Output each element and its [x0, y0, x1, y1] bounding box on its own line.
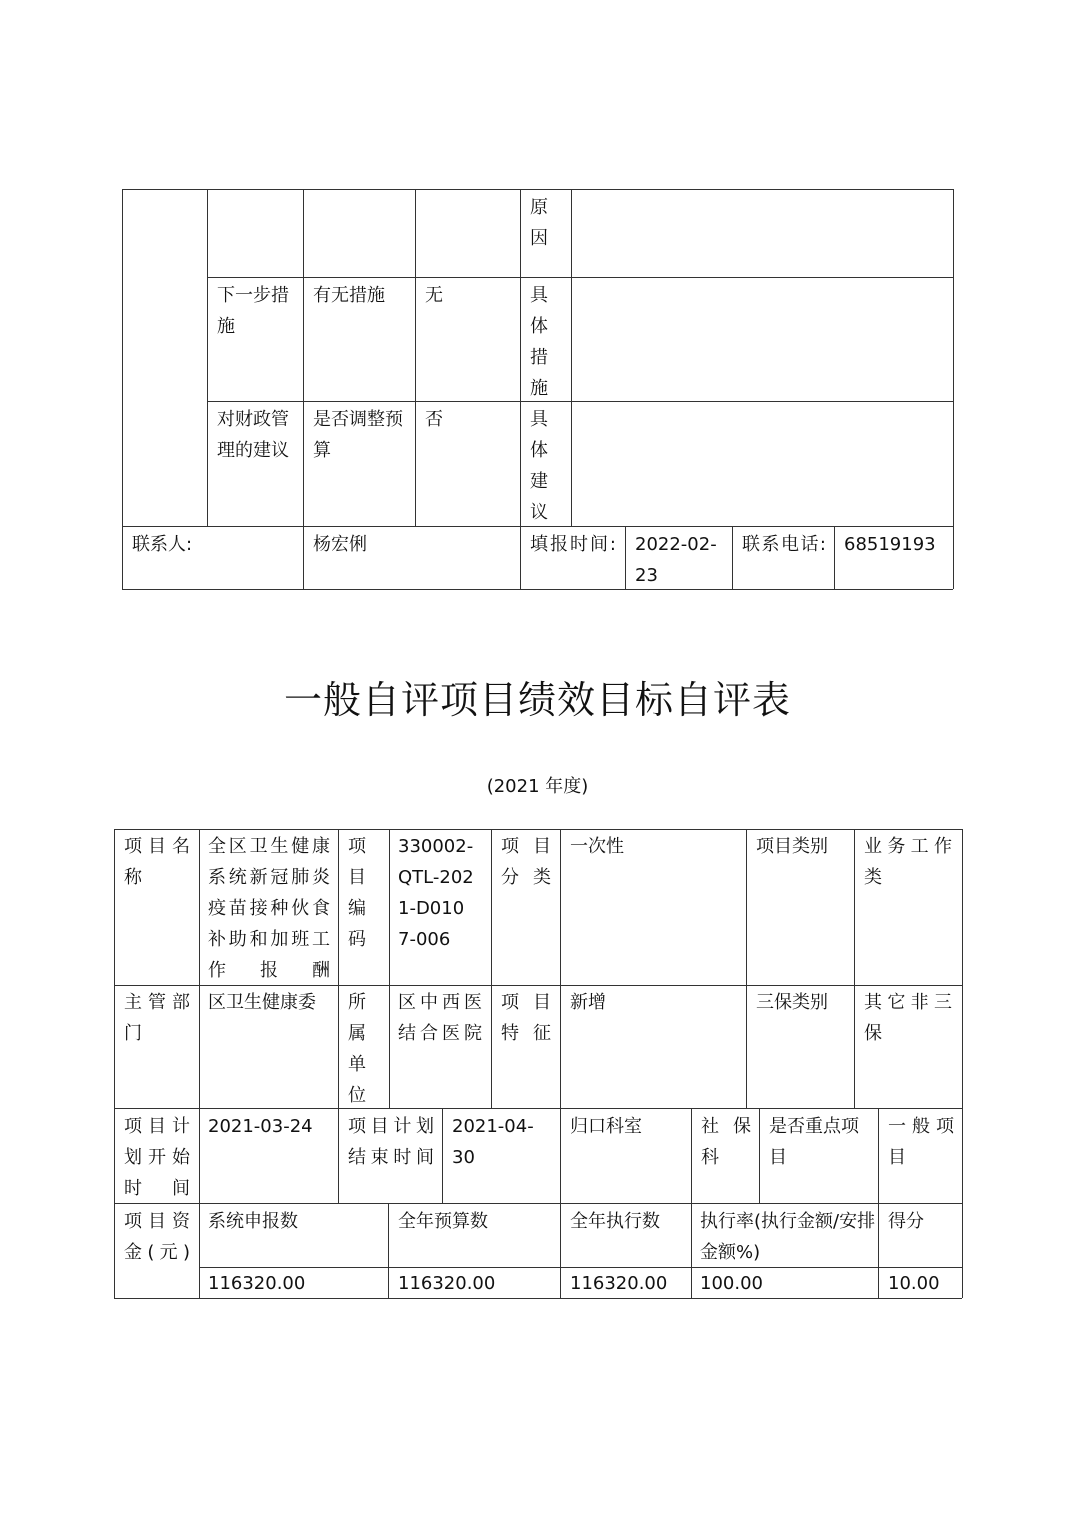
phone-label: 联系电话: — [742, 534, 826, 555]
phone-number: 68519193 — [844, 534, 936, 555]
report-date-label: 填报时间: — [530, 534, 616, 555]
funds-header-rate: 执行率(执行金额/安排金额%) — [700, 1211, 876, 1263]
form-table-line — [491, 829, 492, 1108]
form-table-line — [962, 829, 963, 1298]
funds-value-declared: 116320.00 — [208, 1273, 306, 1294]
funds-header-score: 得分 — [888, 1211, 924, 1232]
top-table-line — [122, 589, 953, 590]
top-table-line — [834, 526, 835, 589]
dept-value: 区卫生健康委 — [208, 992, 316, 1013]
top-table-line — [207, 401, 953, 402]
form-table-line — [560, 1108, 561, 1203]
form-table-line — [746, 829, 747, 1108]
baobao-label: 三保类别 — [756, 992, 828, 1013]
report-date: 2022-02-23 — [635, 534, 717, 586]
contact-name: 杨宏俐 — [313, 534, 367, 555]
form-table-line — [560, 1203, 561, 1298]
start-date: 2021-03-24 — [208, 1116, 313, 1137]
form-table-line — [759, 1108, 760, 1203]
form-table-line — [691, 1108, 692, 1203]
feature-value: 新增 — [570, 992, 606, 1013]
feature-label: 项目特征 — [501, 992, 551, 1044]
form-table-line — [114, 1203, 962, 1204]
top-table-line — [207, 277, 953, 278]
next-step-question: 有无措施 — [313, 285, 385, 306]
project-type-label: 项目类别 — [756, 836, 828, 857]
form-table-line — [691, 1203, 692, 1298]
project-name-label: 项目名称 — [124, 836, 190, 888]
office-label: 归口科室 — [570, 1116, 642, 1137]
dept-label: 主管部门 — [124, 992, 190, 1044]
start-date-label: 项目计划开始时间 — [124, 1116, 190, 1199]
top-table-line — [122, 189, 953, 190]
top-table-line — [520, 189, 521, 589]
funds-value-rate: 100.00 — [700, 1273, 763, 1294]
unit-label: 所属单位 — [348, 992, 366, 1106]
top-table-line — [415, 189, 416, 526]
funds-label: 项目资金(元) — [124, 1211, 190, 1263]
project-category: 一次性 — [570, 836, 624, 857]
top-table-line — [571, 189, 572, 526]
project-category-label: 项目分类 — [501, 836, 551, 888]
next-step-label: 下一步措施 — [217, 285, 289, 337]
next-step-detail-label: 具体措施 — [530, 285, 548, 399]
baobao-value: 其它非三保 — [864, 992, 952, 1044]
end-date-label: 项目计划结束时间 — [348, 1116, 434, 1168]
funds-value-budget: 116320.00 — [398, 1273, 496, 1294]
project-code: 330002-QTL-2021-D0107-006 — [398, 836, 474, 950]
contact-label: 联系人: — [132, 534, 193, 555]
form-table-line — [878, 1108, 879, 1203]
office-value: 社保科 — [701, 1116, 751, 1168]
funds-header-budget: 全年预算数 — [398, 1211, 488, 1232]
project-name: 全区卫生健康系统新冠肺炎疫苗接种伙食补助和加班工作报酬 — [208, 836, 330, 981]
finance-advice-label: 对财政管理的建议 — [217, 409, 289, 461]
top-table-line — [207, 189, 208, 526]
finance-advice-answer: 否 — [425, 409, 443, 430]
project-type: 业务工作类 — [864, 836, 952, 888]
form-table-line — [338, 829, 339, 1108]
next-step-answer: 无 — [425, 285, 443, 306]
form-table-line — [114, 1108, 962, 1109]
form-table-line — [560, 829, 561, 1108]
form-table-line — [114, 829, 962, 830]
form-table-line — [878, 1203, 879, 1298]
key-project-label: 是否重点项目 — [769, 1116, 859, 1168]
funds-header-executed: 全年执行数 — [570, 1211, 660, 1232]
form-year: (2021 年度) — [486, 776, 589, 797]
key-project-value: 一般项目 — [888, 1116, 954, 1168]
top-table-line — [953, 189, 954, 589]
finance-advice-detail-label: 具体建议 — [530, 409, 548, 523]
funds-header-declared: 系统申报数 — [208, 1211, 298, 1232]
form-table-line — [338, 1108, 339, 1203]
form-title: 一般自评项目绩效目标自评表 — [283, 678, 791, 722]
form-table-line — [388, 1203, 389, 1298]
form-table-line — [854, 829, 855, 1108]
form-table-line — [199, 829, 200, 1298]
top-table-line — [732, 526, 733, 589]
top-table-line — [122, 189, 123, 589]
reason-label: 原因 — [530, 197, 548, 249]
form-table-line — [389, 829, 390, 1108]
funds-value-executed: 116320.00 — [570, 1273, 668, 1294]
project-code-label: 项目编码 — [348, 836, 366, 950]
finance-advice-question: 是否调整预算 — [313, 409, 403, 461]
unit-value: 区中西医结合医院 — [398, 992, 482, 1044]
top-table-line — [303, 189, 304, 589]
funds-value-score: 10.00 — [888, 1273, 940, 1294]
top-table-line — [625, 526, 626, 589]
form-table-line — [442, 1108, 443, 1203]
form-table-line — [114, 829, 115, 1298]
end-date: 2021-04-30 — [452, 1116, 534, 1168]
